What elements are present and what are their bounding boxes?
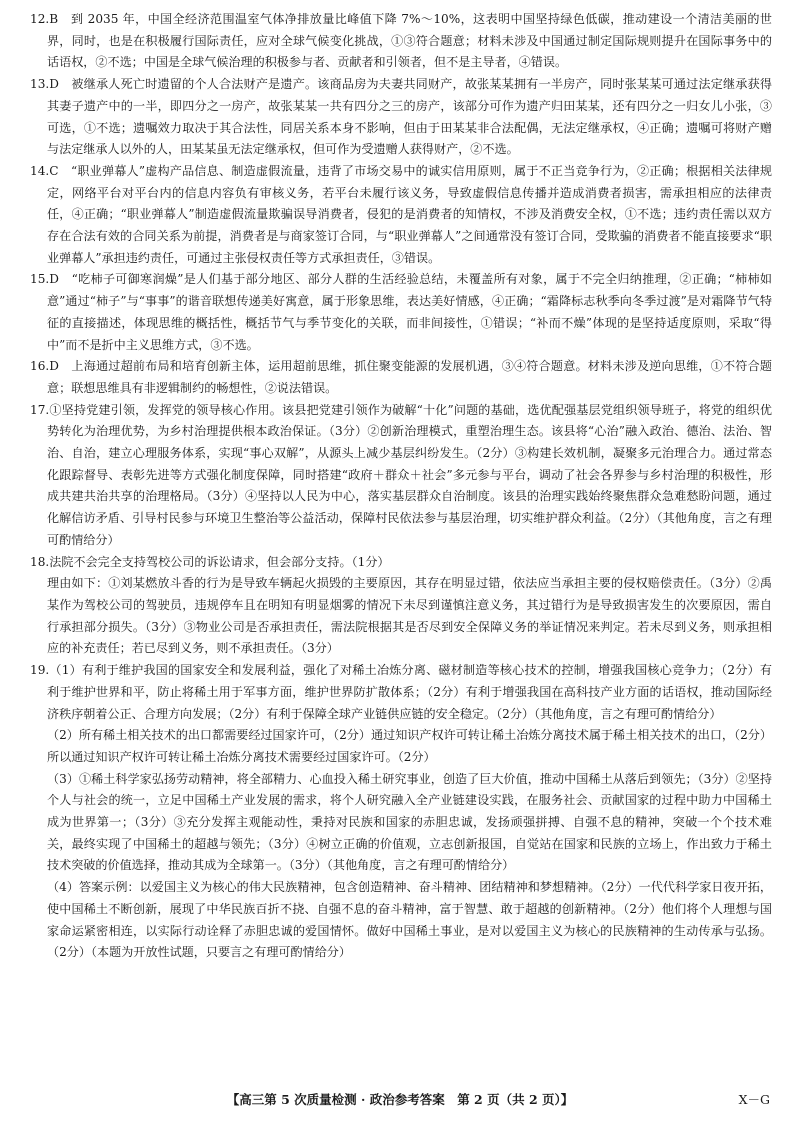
answer-q19-part1: 19.（1）有利于维护我国的国家安全和发展利益，强化了对稀土冶炼分离、磁材制造等核心技术的控制，增强我国核心竞争力；（2分）有利于维护世界和平，防止将稀土用于军事方面，维护世界防扩散体系；（2分）有利于增强我国在高科技产业方面的话语权，推动国际经济秩序朝着公正、合理方向发展；（2分）有利于保障全球产业链供应链的安全稳定。（2分）（其他角度，言之有理可酌情给分）	[30, 663, 772, 721]
answer-q15: 15.D “吃柿子可御寒润燥”是人们基于部分地区、部分人群的生活经验总结，未覆盖所有对象，属于不完全归纳推理，②正确；“柿柿如意”通过“柿子”与“事事”的谐音联想传递美好寓意，属于形象思维，表达美好情感，④正确；“霜降标志秋季向冬季过渡”是对霜降节气特征的直接描述，体现思维的概括性，概括节气与季节变化的关联，而非间接性，①错误；“补而不燥”体现的是坚持适度原则，采取“得中”而不是折中主义思维方式，③不选。	[30, 272, 772, 352]
answer-q17: 17.①坚持党建引领，发挥党的领导核心作用。该县把党建引领作为破解“十化”问题的基础，选优配强基层党组织领导班子，将党的组织优势转化为治理优势，为乡村治理提供根本政治保证。（3分）②创新治理模式，重塑治理生态。该县将“心治”融入政治、德治、法治、智治、自治，建立心理服务体系，实现“事心双解”，从源头上减少基层纠纷发生。（2分）③构建长效机制，凝聚多元治理合力。通过常态化跟踪督导、表彰先进等方式强化制度保障，同时搭建“政府＋群众＋社会”多元参与平台，调动了社会各界参与乡村治理的积极性，形成共建共治共享的治理格局。（3分）④坚持以人民为中心，落实基层群众自治制度。该县的治理实践始终聚焦群众急难愁盼问题，通过化解信访矛盾、引导村民参与环境卫生整治等公益活动，保障村民依法参与基层治理，切实维护群众利益。（2分）（其他角度，言之有理可酌情给分）	[30, 402, 772, 547]
answer-q12: 12.B 到 2035 年，中国全经济范围温室气体净排放量比峰值下降 7%～10%，这表明中国坚持绿色低碳，推动建设一个清洁美丽的世界，同时，也是在积极履行国际责任，应对全球气候变化挑战，①③符合题意；材料未涉及中国通过制定国际规则提升在国际事务中的话语权，②不选；中国是全球气候治理的积极参与者、贡献者和引领者，但不是主导者，④错误。	[30, 12, 772, 70]
answer-q18-conclusion: 18.法院不会完全支持驾校公司的诉讼请求，但会部分支持。（1分）	[30, 554, 390, 569]
answer-q19-part3: （3）①稀土科学家弘扬劳动精神，将全部精力、心血投入稀土研究事业，创造了巨大价值，推动中国稀土从落后到领先；（3分）②坚持个人与社会的统一，立足中国稀土产业发展的需求，将个人研究融入全产业链建设实践，在服务社会、贡献国家的过程中助力中国稀土成为世界第一；（3分）③充分发挥主观能动性，秉持对民族和国家的赤胆忠诚，发扬顽强拼搏、自强不息的精神，突破一个个技术难关，最终实现了中国稀土的超越与领先；（3分）④树立正确的价值观，立志创新报国，自觉站在国家和民族的立场上，作出致力于稀土技术突破的价值选择，推动其成为全球第一。（3分）（其他角度，言之有理可酌情给分）	[47, 771, 772, 873]
page-footer	[0, 1090, 800, 1110]
answer-q19-part2: （2）所有稀土相关技术的出口都需要经过国家许可，（2分）通过知识产权许可转让稀土冶炼分离技术属于稀土相关技术的出口，（2分）所以通过知识产权许可转让稀土冶炼分离技术需要经过国家许可。（2分）	[47, 728, 772, 764]
answer-content	[30, 9, 772, 964]
answer-q16: 16.D 上海通过超前布局和培育创新主体，运用超前思维，抓住聚变能源的发展机遇，③④符合题意。材料未涉及逆向思维，①不符合题意；联想思维具有非逻辑制约的畅想性，②说法错误。	[30, 359, 772, 395]
answer-q18-reasons: 理由如下：①刘某燃放斗香的行为是导致车辆起火损毁的主要原因，其存在明显过错，依法应当承担主要的侵权赔偿责任。（3分）②禹某作为驾校公司的驾驶员，违规停车且在明知有明显烟雾的情况下未尽到谨慎注意义务，其过错行为是导致损害发生的次要原因，需自行承担部分损失。（3分）③物业公司是否承担责任，需法院根据其是否尽到安全保障义务的举证情况来判定。若未尽到义务，则承担相应的补充责任；若已尽到义务，则不承担责任。（3分）	[47, 576, 772, 656]
answer-q13: 13.D 被继承人死亡时遗留的个人合法财产是遗产。该商品房为夫妻共同财产，故张某某拥有一半房产，同时张某某可通过法定继承获得其妻子遗产中的一半，即四分之一房产，故张某某一共有四分之三的房产，该部分可作为遗产归田某某，还有四分之一归女儿小张，③可选，①不选；遗嘱效力取决于其合法性，同居关系本身不影响，但由于田某某非合法配偶，无法定继承权，④正确；遗嘱可将财产赠与法定继承人以外的人，田某某虽无法定继承权，但可作为受遗赠人获得财产，②不选。	[30, 77, 772, 157]
answer-q19-part4: （4）答案示例：以爱国主义为核心的伟大民族精神，包含创造精神、奋斗精神、团结精神和梦想精神。（2分）一代代科学家日夜开拓，使中国稀土不断创新，展现了中华民族百折不挠、自强不息的奋斗精神，富于智慧、敢于超越的创新精神。（2分）他们将个人理想与国家命运紧密相连，以实际行动诠释了赤胆忠诚的爱国情怀。做好中国稀土事业，是对以爱国主义为核心的民族精神的生动传承与弘扬。（2分）（本题为开放性试题，只要言之有理可酌情给分）	[47, 880, 772, 960]
footer-code: X－G	[738, 1092, 770, 1107]
footer-title: 【高三第 5 次质量检测 · 政治参考答案 第 2 页（共 2 页）】	[226, 1092, 574, 1107]
answer-q14: 14.C “职业弹幕人”虚构产品信息、制造虚假流量，违背了市场交易中的诚实信用原则，属于不正当竞争行为，②正确；根据相关法律规定，网络平台对平台内的信息内容负有审核义务，若平台未履行该义务，导致虚假信息传播并造成消费者损害，需承担相应的法律责任，④正确；“职业弹幕人”制造虚假流量欺骗误导消费者，侵犯的是消费者的知情权，不涉及消费安全权，①不选；违约责任需以双方存在合法有效的合同关系为前提，消费者是与商家签订合同，与“职业弹幕人”之间通常没有签订合同，受欺骗的消费者不能直接要求“职业弹幕人”承担违约责任，可通过主张侵权责任等方式承担责任，③错误。	[30, 163, 772, 265]
